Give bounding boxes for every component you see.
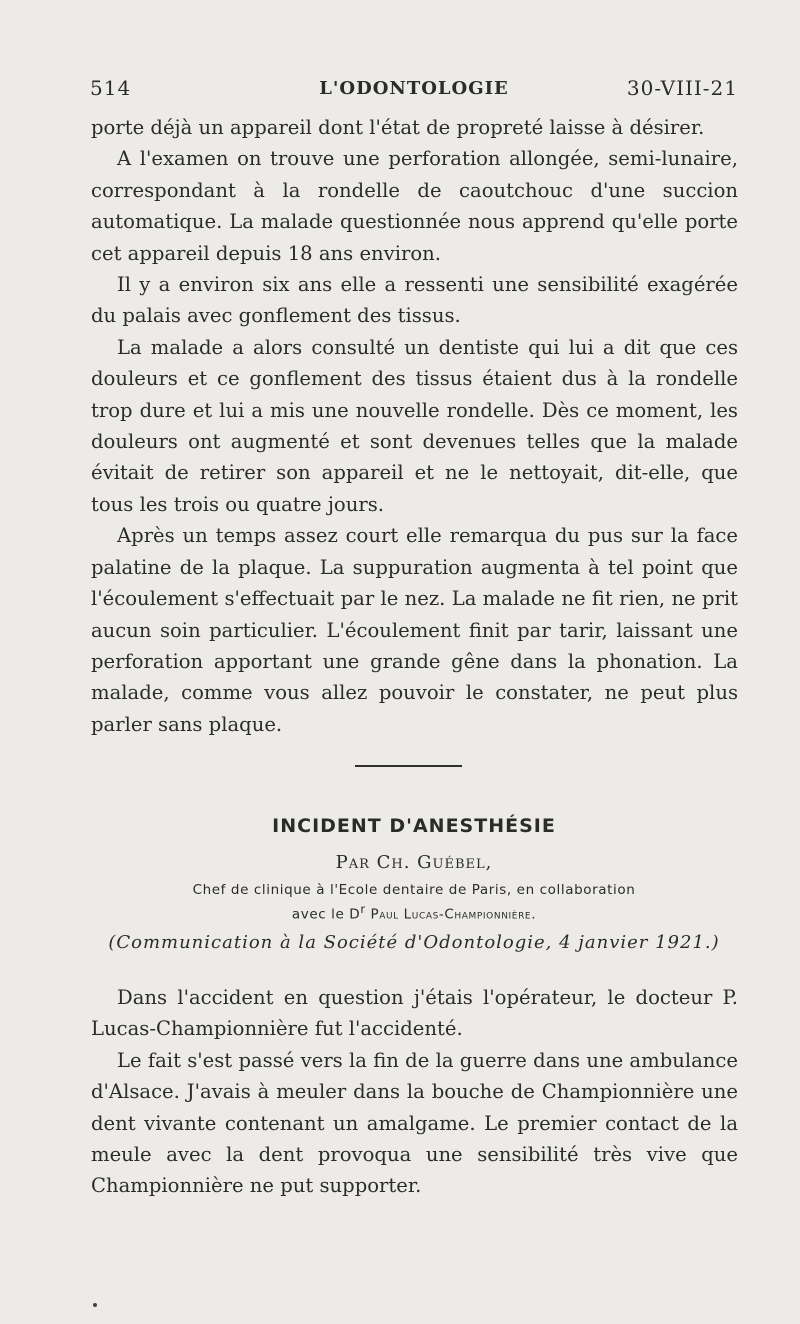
- affiliation-line: [90, 900, 738, 925]
- article-text: [91, 982, 738, 1202]
- author-affiliation: [90, 880, 738, 925]
- author-byline: Par Ch. Guébel,: [335, 852, 493, 873]
- journal-title: L'ODONTOLOGIE: [319, 78, 509, 99]
- paragraph: porte déjà un appareil dont l'état de propreté laisse à désirer.: [91, 116, 705, 139]
- running-head: [90, 76, 738, 106]
- paragraph: A l'examen on trouve une perforation allongée, semi-lunaire, correspondant à la rondelle de caoutchouc d'une succion automatique. La malade questionnée nous apprend qu'elle porte cet appareil depuis 18 ans environ.: [91, 147, 738, 265]
- paragraph: La malade a alors consulté un dentiste qui lui a dit que ces douleurs et ce gonflement des tissus étaient dus à la rondelle trop dure et lui a mis une nouvelle rondelle. Dès ce moment, les douleurs ont augmenté et sont devenues telles que la malade évitait de retirer son appareil et ne le nettoyait, dit-elle, que tous les trois ou quatre jours.: [91, 335, 738, 516]
- paragraph: Après un temps assez court elle remarqua du pus sur la face palatine de la plaque. La suppuration augmenta à tel point que l'écoulement s'effectuait par le nez. La malade ne fit rien, ne prit aucun soin particulier. L'écoulement finit par tarir, laissant une perforation apportant une grande gêne dans la phonation. La malade, comme vous allez pouvoir le constater, ne peut plus parler sans plaque.: [91, 524, 738, 736]
- print-speck: [93, 1303, 97, 1307]
- issue-date: 30-VIII-21: [626, 76, 738, 100]
- paragraph: Le fait s'est passé vers la fin de la guerre dans une ambulance d'Alsace. J'avais à meuler dans la bouche de Championnière une dent vivante contenant un amalgame. Le premier contact de la meule avec la dent provoqua une sensibilité très vive que Championnière ne put supporter.: [91, 1048, 738, 1198]
- article-title: INCIDENT D'ANESTHÉSIE: [272, 815, 556, 837]
- section-divider: [355, 765, 462, 767]
- communication-note: (Communication à la Société d'Odontologie, 4 janvier 1921.): [108, 932, 720, 953]
- paragraph: Il y a environ six ans elle a ressenti une sensibilité exagérée du palais avec gonflement des tissus.: [91, 273, 738, 328]
- previous-article-text: [91, 112, 738, 740]
- affiliation-prefix: avec le D: [291, 906, 361, 923]
- paragraph: Dans l'accident en question j'étais l'opérateur, le docteur P. Lucas-Championnière fut l'accidenté.: [91, 986, 738, 1041]
- page-number: 514: [90, 76, 132, 100]
- affiliation-line: Chef de clinique à l'Ecole dentaire de Paris, en collaboration: [192, 882, 636, 898]
- collaborator-name: Paul Lucas-Championnière.: [370, 906, 537, 923]
- affiliation-superscript: r: [360, 903, 366, 916]
